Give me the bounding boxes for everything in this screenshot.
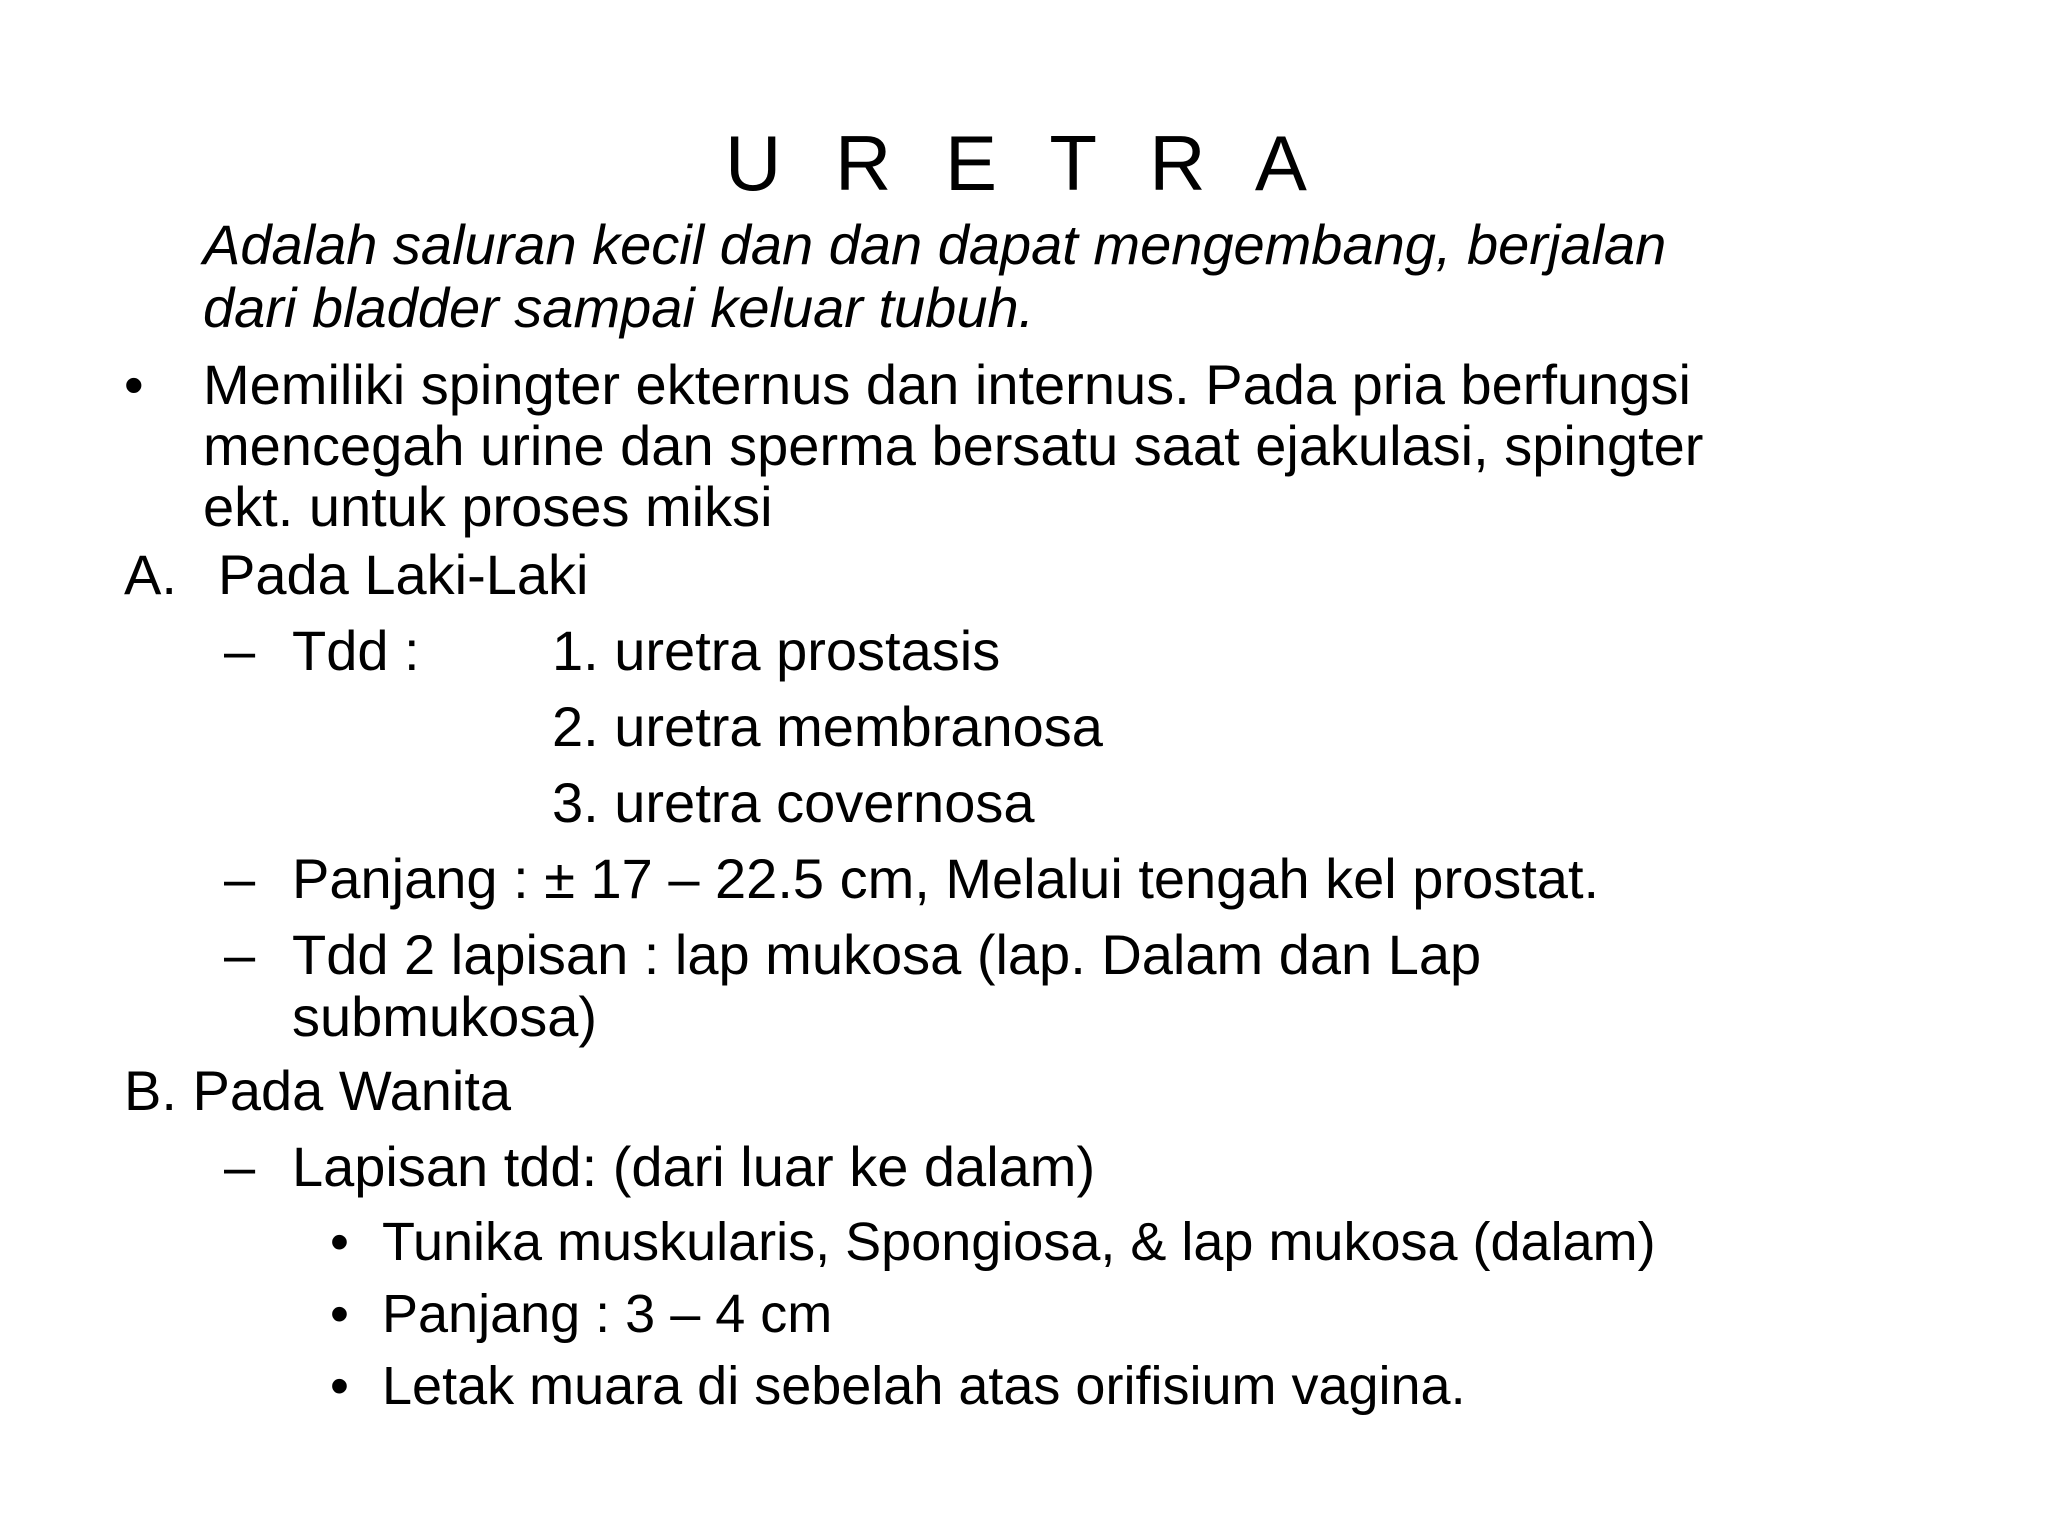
definition-line-1: Adalah saluran kecil dan dan dapat mengembang, berjalan [203, 213, 1667, 276]
bullet-main-line-2: mencegah urine dan sperma bersatu saat ejakulasi, spingter [203, 414, 1704, 477]
sub-item-3: Letak muara di sebelah atas orifisium vagina. [382, 1356, 1466, 1416]
lapisan-laki-line-1: Tdd 2 lapisan : lap mukosa (lap. Dalam dan Lap [292, 923, 1482, 986]
tdd-label: Tdd : [292, 619, 420, 682]
bullet-icon: • [330, 1356, 349, 1416]
dash-icon: – [224, 1135, 256, 1198]
tdd-item-3: 3. uretra covernosa [552, 771, 1035, 834]
slide-title: U R E T R A [725, 119, 1323, 207]
tdd-item-2: 2. uretra membranosa [552, 695, 1103, 758]
bullet-icon: • [124, 353, 144, 416]
section-a-marker: A. [124, 543, 177, 606]
bullet-icon: • [330, 1212, 349, 1272]
panjang-laki-line: Panjang : ± 17 – 22.5 cm, Melalui tengah kel prostat. [292, 847, 1600, 910]
sub-item-2: Panjang : 3 – 4 cm [382, 1284, 833, 1344]
sub-item-1: Tunika muskularis, Spongiosa, & lap mukosa (dalam) [382, 1212, 1656, 1272]
section-a-heading: Pada Laki-Laki [218, 543, 589, 606]
dash-icon: – [224, 923, 256, 986]
tdd-item-1: 1. uretra prostasis [552, 619, 1001, 682]
lapisan-wanita-line: Lapisan tdd: (dari luar ke dalam) [292, 1135, 1096, 1198]
dash-icon: – [224, 847, 256, 910]
definition-line-2: dari bladder sampai keluar tubuh. [203, 276, 1035, 339]
lapisan-laki-line-2: submukosa) [292, 985, 598, 1048]
bullet-main-line-3: ekt. untuk proses miksi [203, 475, 773, 538]
section-b-heading: B. Pada Wanita [124, 1059, 512, 1122]
bullet-main-line-1: Memiliki spingter ekternus dan internus. Pada pria berfungsi [203, 353, 1691, 416]
bullet-icon: • [330, 1284, 349, 1344]
dash-icon: – [224, 619, 256, 682]
